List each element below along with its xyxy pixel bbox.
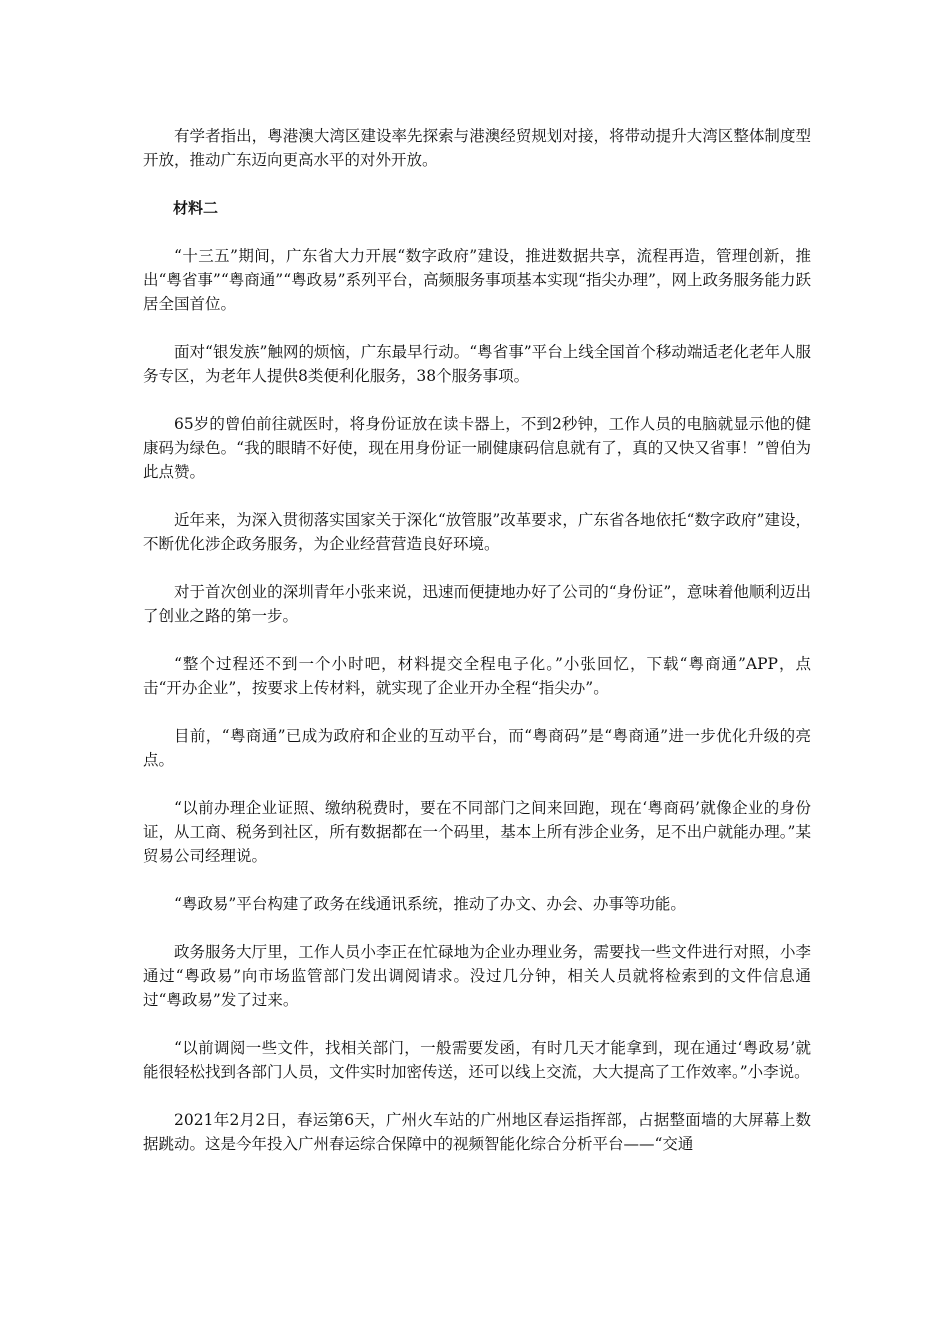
paragraph-uncle-zeng: 65岁的曾伯前往就医时，将身份证放在读卡器上，不到2秒钟，工作人员的电脑就显示他的健康码为绿色。“我的眼睛不好使，现在用身份证一刷健康码信息就有了，真的又快又省事！”曾伯为此点赞。 — [143, 415, 811, 481]
paragraph-xiao-zhang-quote: “整个过程还不到一个小时吧，材料提交全程电子化。”小张回忆，下载“粤商通”APP，点击“开办企业”，按要求上传材料，就实现了企业开办全程“指尖办”。 — [143, 655, 811, 697]
paragraph-manager-quote: “以前办理企业证照、缴纳税费时，要在不同部门之间来回跑，现在‘粤商码’就像企业的身份证，从工商、税务到社区，所有数据都在一个码里，基本上所有涉企业务，足不出户就能办理。”某贸易公司经理说。 — [143, 799, 811, 865]
paragraph-yueshangma: 目前，“粤商通”已成为政府和企业的互动平台，而“粤商码”是“粤商通”进一步优化升级的亮点。 — [143, 727, 811, 769]
paragraph-reform: 近年来，为深入贯彻落实国家关于深化“放管服”改革要求，广东省各地依托“数字政府”建设，不断优化涉企政务服务，为企业经营营造良好环境。 — [143, 511, 811, 553]
paragraph-xiao-li-quote: “以前调阅一些文件，找相关部门，一般需要发函，有时几天才能拿到，现在通过‘粤政易’就能很轻松找到各部门人员，文件实时加密传送，还可以线上交流，大大提高了工作效率。”小李说。 — [143, 1039, 811, 1081]
paragraph-xiao-zhang-startup: 对于首次创业的深圳青年小张来说，迅速而便捷地办好了公司的“身份证”，意味着他顺利迈出了创业之路的第一步。 — [143, 583, 811, 625]
paragraph-elderly-services: 面对“银发族”触网的烦恼，广东最早行动。“粤省事”平台上线全国首个移动端适老化老年人服务专区，为老年人提供8类便利化服务，38个服务事项。 — [143, 343, 811, 385]
paragraph-digital-government: “十三五”期间，广东省大力开展“数字政府”建设，推进数据共享，流程再造，管理创新，推出“粤省事”“粤商通”“粤政易”系列平台，高频服务事项基本实现“指尖办理”，网上政务服务能力跃居全国首位。 — [143, 247, 811, 313]
paragraph-spring-festival: 2021年2月2日，春运第6天，广州火车站的广州地区春运指挥部，占据整面墙的大屏幕上数据跳动。这是今年投入广州春运综合保障中的视频智能化综合分析平台——“交通 — [143, 1111, 811, 1153]
paragraph-service-hall: 政务服务大厅里，工作人员小李正在忙碌地为企业办理业务，需要找一些文件进行对照，小李通过“粤政易”向市场监管部门发出调阅请求。没过几分钟，相关人员就将检索到的文件信息通过“粤政易”发了过来。 — [143, 943, 811, 1009]
section-heading-material-two: 材料二 — [173, 199, 219, 217]
paragraph-scholar-view: 有学者指出，粤港澳大湾区建设率先探索与港澳经贸规划对接，将带动提升大湾区整体制度型开放，推动广东迈向更高水平的对外开放。 — [143, 127, 811, 169]
paragraph-yuezhengyi: “粤政易”平台构建了政务在线通讯系统，推动了办文、办会、办事等功能。 — [174, 895, 686, 913]
document-body — [143, 124, 811, 1156]
